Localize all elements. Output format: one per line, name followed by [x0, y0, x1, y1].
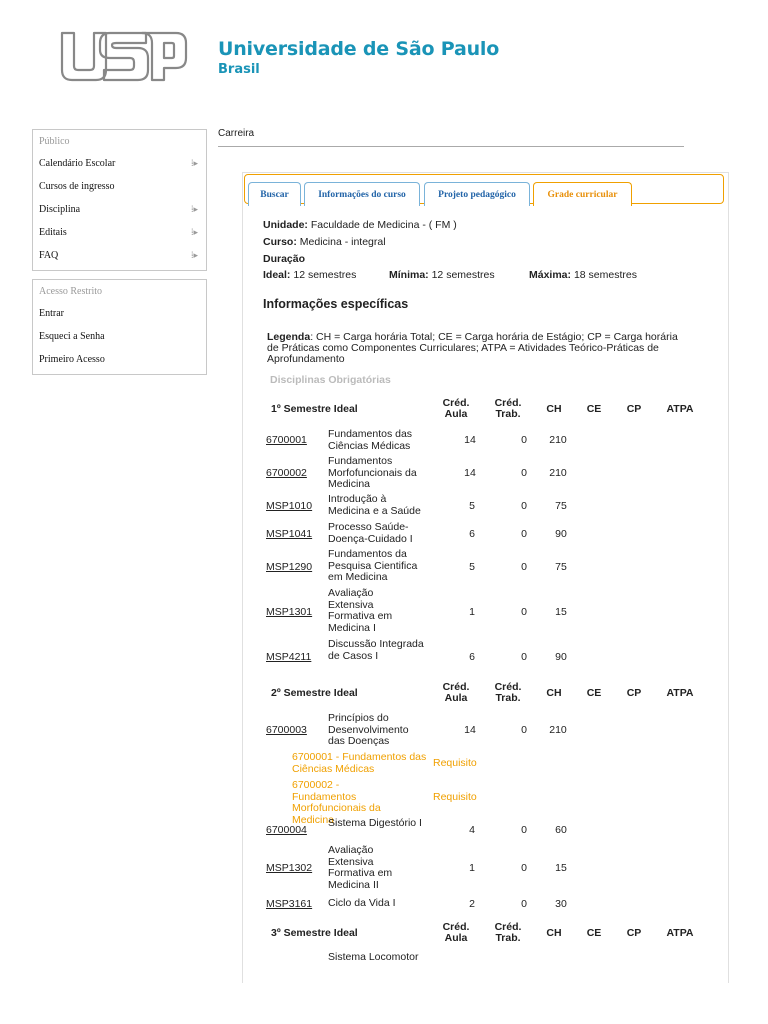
- col-atpa: ATPA: [666, 687, 694, 699]
- course-code-link[interactable]: MSP1041: [266, 528, 313, 540]
- cred-trab-value: 0: [521, 561, 527, 573]
- col-cred-aula: Créd. Aula: [442, 921, 470, 944]
- submenu-arrow-icon: ⁞▸: [190, 158, 198, 168]
- sidebar-restricted-title: Acesso Restrito: [39, 286, 103, 297]
- unidade-label: Unidade:: [263, 219, 308, 231]
- sidebar-item-entrar[interactable]: [33, 302, 206, 325]
- sidebar-item-editais[interactable]: [33, 221, 206, 244]
- tab-buscar[interactable]: Buscar: [248, 182, 301, 206]
- tab-projeto-pedagogico[interactable]: Projeto pedagógico: [424, 182, 530, 206]
- cred-trab-value: 0: [521, 528, 527, 540]
- semester-title: 2º Semestre Ideal: [271, 687, 358, 699]
- cred-trab-value: 0: [521, 898, 527, 910]
- course-name: Avaliação Extensiva Formativa em Medicina I: [328, 587, 393, 634]
- course-name: Fundamentos da Pesquisa Cientifica em Medicina: [328, 548, 418, 583]
- col-cred-aula: Créd. Aula: [442, 681, 470, 704]
- requisite-name: 6700002 - Fundamentos Morfofuncionais da Medicina: [292, 779, 381, 826]
- maxima-label: Máxima:: [529, 269, 572, 281]
- sidebar-item-esqueci-senha[interactable]: [33, 325, 206, 348]
- col-cred-aula: Créd. Aula: [442, 397, 470, 420]
- course-name: Discussão Integrada de Casos I: [328, 638, 424, 662]
- ch-value: 75: [555, 561, 567, 573]
- unidade-value: Faculdade de Medicina - ( FM ): [310, 219, 457, 231]
- sidebar-item-label: Entrar: [39, 308, 64, 319]
- sidebar-item-cursos[interactable]: [33, 175, 206, 198]
- course-name: Sistema Digestório I: [328, 817, 422, 829]
- cred-trab-value: 0: [521, 862, 527, 874]
- cred-trab-value: 0: [521, 434, 527, 446]
- cred-aula-value: 5: [469, 500, 475, 512]
- breadcrumb: Carreira: [218, 128, 255, 139]
- semester-title: 3º Semestre Ideal: [271, 927, 358, 939]
- sidebar-item-disciplina[interactable]: [33, 198, 206, 221]
- submenu-arrow-icon: ⁞▸: [190, 204, 198, 214]
- cred-aula-value: 14: [464, 434, 476, 446]
- course-name: Introdução à Medicina e a Saúde: [328, 493, 421, 517]
- course-code-link[interactable]: 6700001: [266, 434, 307, 446]
- tab-informacoes-curso[interactable]: Informações do curso: [304, 182, 420, 206]
- sidebar-item-calendario[interactable]: [33, 152, 206, 175]
- curso-label: Curso:: [263, 236, 297, 248]
- legend: [267, 332, 687, 365]
- col-cred-trab: Créd. Trab.: [494, 921, 522, 944]
- sidebar-item-label: Editais: [39, 227, 67, 238]
- sidebar-item-label: FAQ: [39, 250, 59, 261]
- cred-trab-value: 0: [521, 824, 527, 836]
- ideal-line: [263, 269, 356, 281]
- cred-aula-value: 6: [469, 651, 475, 663]
- col-cred-trab: Créd. Trab.: [494, 681, 522, 704]
- sidebar-item-label: Cursos de ingresso: [39, 181, 115, 192]
- course-name: Princípios do Desenvolvimento das Doenças: [328, 712, 409, 747]
- ch-value: 30: [555, 898, 567, 910]
- col-atpa: ATPA: [666, 927, 694, 939]
- sidebar-public: [32, 129, 207, 271]
- col-cp: CP: [626, 403, 642, 415]
- ideal-label: Ideal:: [263, 269, 291, 281]
- minima-value: 12 semestres: [431, 269, 495, 281]
- sidebar-item-primeiro-acesso[interactable]: [33, 348, 206, 371]
- course-name: Fundamentos das Ciências Médicas: [328, 428, 413, 452]
- col-cp: CP: [626, 687, 642, 699]
- university-name: Universidade de São Paulo: [218, 38, 500, 60]
- col-cred-trab: Créd. Trab.: [494, 397, 522, 420]
- unidade-line: [263, 219, 457, 231]
- col-cp: CP: [626, 927, 642, 939]
- cred-aula-value: 1: [469, 606, 475, 618]
- col-atpa: ATPA: [666, 403, 694, 415]
- sidebar-item-label: Calendário Escolar: [39, 158, 116, 169]
- minima-line: [389, 269, 495, 281]
- duracao-label: [263, 253, 305, 265]
- course-code-link[interactable]: 6700002: [266, 467, 307, 479]
- sidebar-item-faq[interactable]: [33, 244, 206, 267]
- cred-aula-value: 1: [469, 862, 475, 874]
- col-ce: CE: [586, 403, 602, 415]
- sidebar-public-title: Público: [39, 136, 70, 147]
- semester-title: 1º Semestre Ideal: [271, 403, 358, 415]
- col-ce: CE: [586, 687, 602, 699]
- maxima-value: 18 semestres: [573, 269, 637, 281]
- cred-aula-value: 6: [469, 528, 475, 540]
- ch-value: 60: [555, 824, 567, 836]
- ch-value: 210: [549, 467, 567, 479]
- col-ce: CE: [586, 927, 602, 939]
- cred-aula-value: 4: [469, 824, 475, 836]
- sidebar-item-label: Disciplina: [39, 204, 81, 215]
- requisite-label: Requisito: [433, 757, 477, 769]
- cred-aula-value: 14: [464, 467, 476, 479]
- university-country: Brasil: [218, 62, 260, 77]
- legend-text: : CH = Carga horária Total; CE = Carga horária de Estágio; CP = Carga horária de Práticas como Componentes Curriculares; ATPA = Atividades Teórico-Práticas de Aprofundamento: [267, 331, 678, 365]
- submenu-arrow-icon: ⁞▸: [190, 250, 198, 260]
- course-code-link[interactable]: MSP3161: [266, 898, 313, 910]
- course-code-link[interactable]: MSP1301: [266, 606, 313, 618]
- course-code-link[interactable]: MSP1290: [266, 561, 313, 573]
- ch-value: 210: [549, 434, 567, 446]
- cred-trab-value: 0: [521, 606, 527, 618]
- disciplinas-obrigatorias-title: Disciplinas Obrigatórias: [270, 374, 391, 386]
- ch-value: 90: [555, 528, 567, 540]
- ch-value: 15: [555, 606, 567, 618]
- ch-value: 15: [555, 862, 567, 874]
- legend-label: Legenda: [267, 331, 311, 343]
- maxima-line: [529, 269, 637, 281]
- course-code-link[interactable]: MSP1010: [266, 500, 313, 512]
- duracao-label-text: Duração: [263, 253, 306, 265]
- sidebar-restricted: [32, 279, 207, 375]
- cred-aula-value: 14: [464, 724, 476, 736]
- usp-logo: [60, 30, 188, 82]
- course-code-link[interactable]: MSP4211: [266, 651, 312, 663]
- curso-value: Medicina - integral: [299, 236, 386, 248]
- ch-value: 90: [555, 651, 567, 663]
- ideal-value: 12 semestres: [293, 269, 357, 281]
- course-code-link[interactable]: MSP1302: [266, 862, 313, 874]
- section-title: Informações específicas: [263, 297, 409, 311]
- cred-aula-value: 2: [469, 898, 475, 910]
- requisite-label: Requisito: [433, 791, 477, 803]
- course-code-link[interactable]: 6700003: [266, 724, 307, 736]
- sidebar-item-label: Esqueci a Senha: [39, 331, 105, 342]
- course-code-link[interactable]: 6700004: [266, 824, 307, 836]
- minima-label: Mínima:: [389, 269, 429, 281]
- requisite-name: 6700001 - Fundamentos das Ciências Médicas: [292, 751, 427, 775]
- course-name: Fundamentos Morfofuncionais da Medicina: [328, 455, 417, 490]
- cred-aula-value: 5: [469, 561, 475, 573]
- breadcrumb-divider: [218, 146, 684, 147]
- course-name: Sistema Locomotor: [328, 951, 419, 963]
- col-ch: CH: [546, 403, 562, 415]
- course-name: Avaliação Extensiva Formativa em Medicina II: [328, 844, 393, 891]
- cred-trab-value: 0: [521, 467, 527, 479]
- sidebar-item-label: Primeiro Acesso: [39, 354, 105, 365]
- ch-value: 210: [549, 724, 567, 736]
- submenu-arrow-icon: ⁞▸: [190, 227, 198, 237]
- course-name: Processo Saúde-Doença-Cuidado I: [328, 521, 413, 545]
- cred-trab-value: 0: [521, 500, 527, 512]
- curso-line: [263, 236, 386, 248]
- cred-trab-value: 0: [521, 651, 527, 663]
- col-ch: CH: [546, 687, 562, 699]
- course-name: Ciclo da Vida I: [328, 897, 396, 909]
- tab-grade-curricular[interactable]: Grade curricular: [533, 182, 632, 206]
- ch-value: 75: [555, 500, 567, 512]
- col-ch: CH: [546, 927, 562, 939]
- cred-trab-value: 0: [521, 724, 527, 736]
